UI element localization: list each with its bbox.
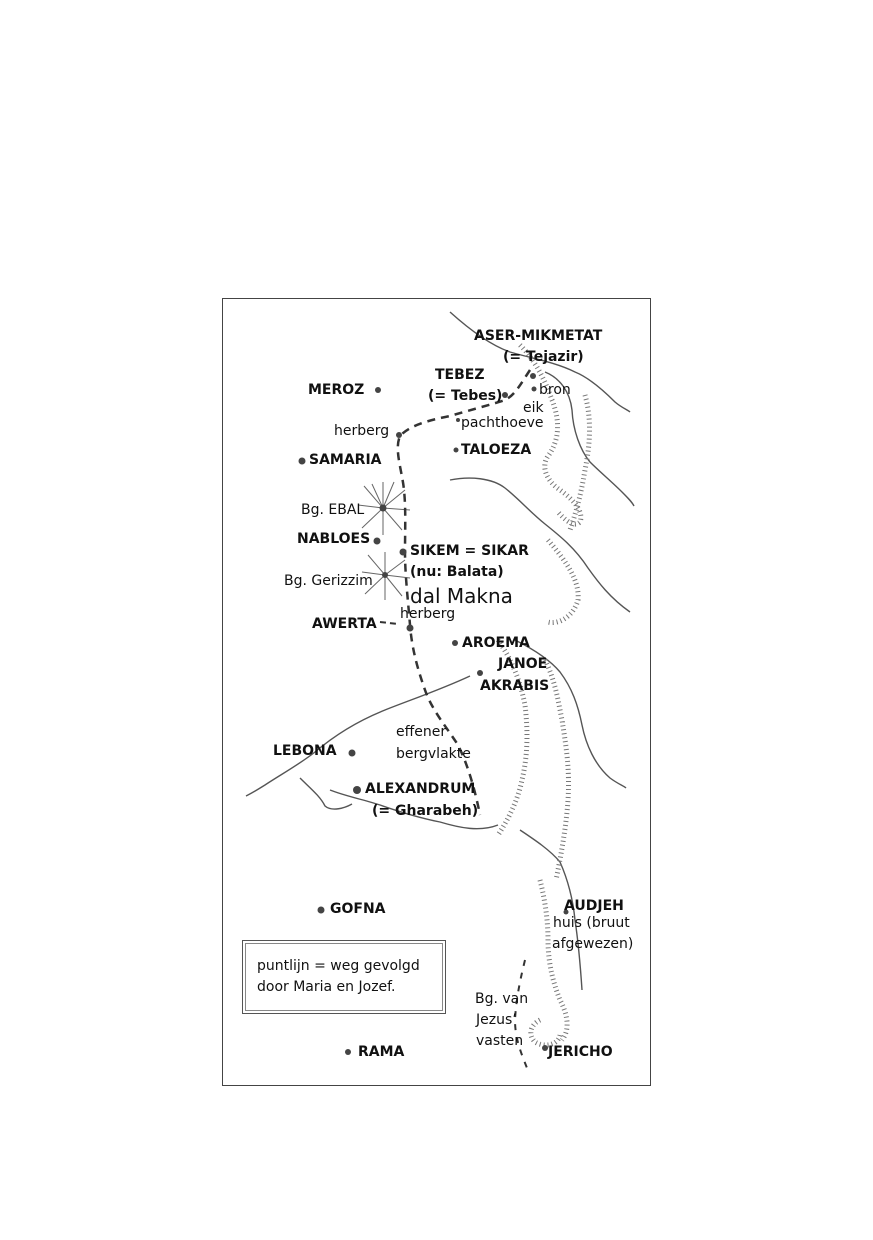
legend-text <box>257 956 420 998</box>
label-herberg-south: herberg <box>400 606 456 622</box>
label-afgewezen: afgewezen) <box>552 936 634 952</box>
label-samaria: SAMARIA <box>309 452 382 468</box>
label-vasten: vasten <box>476 1033 524 1049</box>
label-gharabeh: (= Gharabeh) <box>372 803 479 819</box>
label-audjeh: AUDJEH <box>564 898 624 914</box>
label-huis-bruut: huis (bruut <box>553 915 630 931</box>
label-bg-gerizzim: Bg. Gerizzim <box>284 573 373 589</box>
label-bergvlakte: bergvlakte <box>396 746 471 762</box>
label-jezus: Jezus’ <box>476 1012 517 1028</box>
label-nabloes: NABLOES <box>297 531 371 547</box>
label-taloeza: TALOEZA <box>461 442 532 458</box>
label-jericho: JERICHO <box>548 1044 613 1060</box>
label-balata: (nu: Balata) <box>410 564 504 580</box>
label-sikem: SIKEM = SIKAR <box>410 543 529 559</box>
label-janoe: JANOE <box>498 656 548 672</box>
label-meroz: MEROZ <box>308 382 365 398</box>
label-bg-ebal: Bg. EBAL <box>301 502 365 518</box>
label-tebez: TEBEZ <box>435 367 485 383</box>
label-herberg-north: herberg <box>334 423 390 439</box>
label-bron: bron <box>539 382 571 398</box>
label-bg-van: Bg. van <box>475 991 529 1007</box>
label-rama: RAMA <box>358 1044 405 1060</box>
label-tebes: (= Tebes) <box>428 388 503 404</box>
label-alexandrum: ALEXANDRUM <box>365 781 476 797</box>
label-effener: effener <box>396 724 447 740</box>
label-akrabis: AKRABIS <box>480 678 550 694</box>
legend-line-1: puntlijn = weg gevolgd <box>257 958 420 974</box>
label-pachthoeve: pachthoeve <box>461 415 544 431</box>
label-aroema: AROEMA <box>462 635 530 651</box>
label-eik: eik <box>523 400 544 416</box>
legend-line-2: door Maria en Jozef. <box>257 979 396 995</box>
label-lebona: LEBONA <box>273 743 337 759</box>
label-awerta: AWERTA <box>312 616 377 632</box>
label-aser-mikmetat: ASER-MIKMETAT <box>474 328 603 344</box>
label-dal-makna: dal Makna <box>410 584 513 608</box>
label-gofna: GOFNA <box>330 901 386 917</box>
label-tejazir: (= Tejazir) <box>503 349 584 365</box>
legend-box <box>242 940 446 1014</box>
